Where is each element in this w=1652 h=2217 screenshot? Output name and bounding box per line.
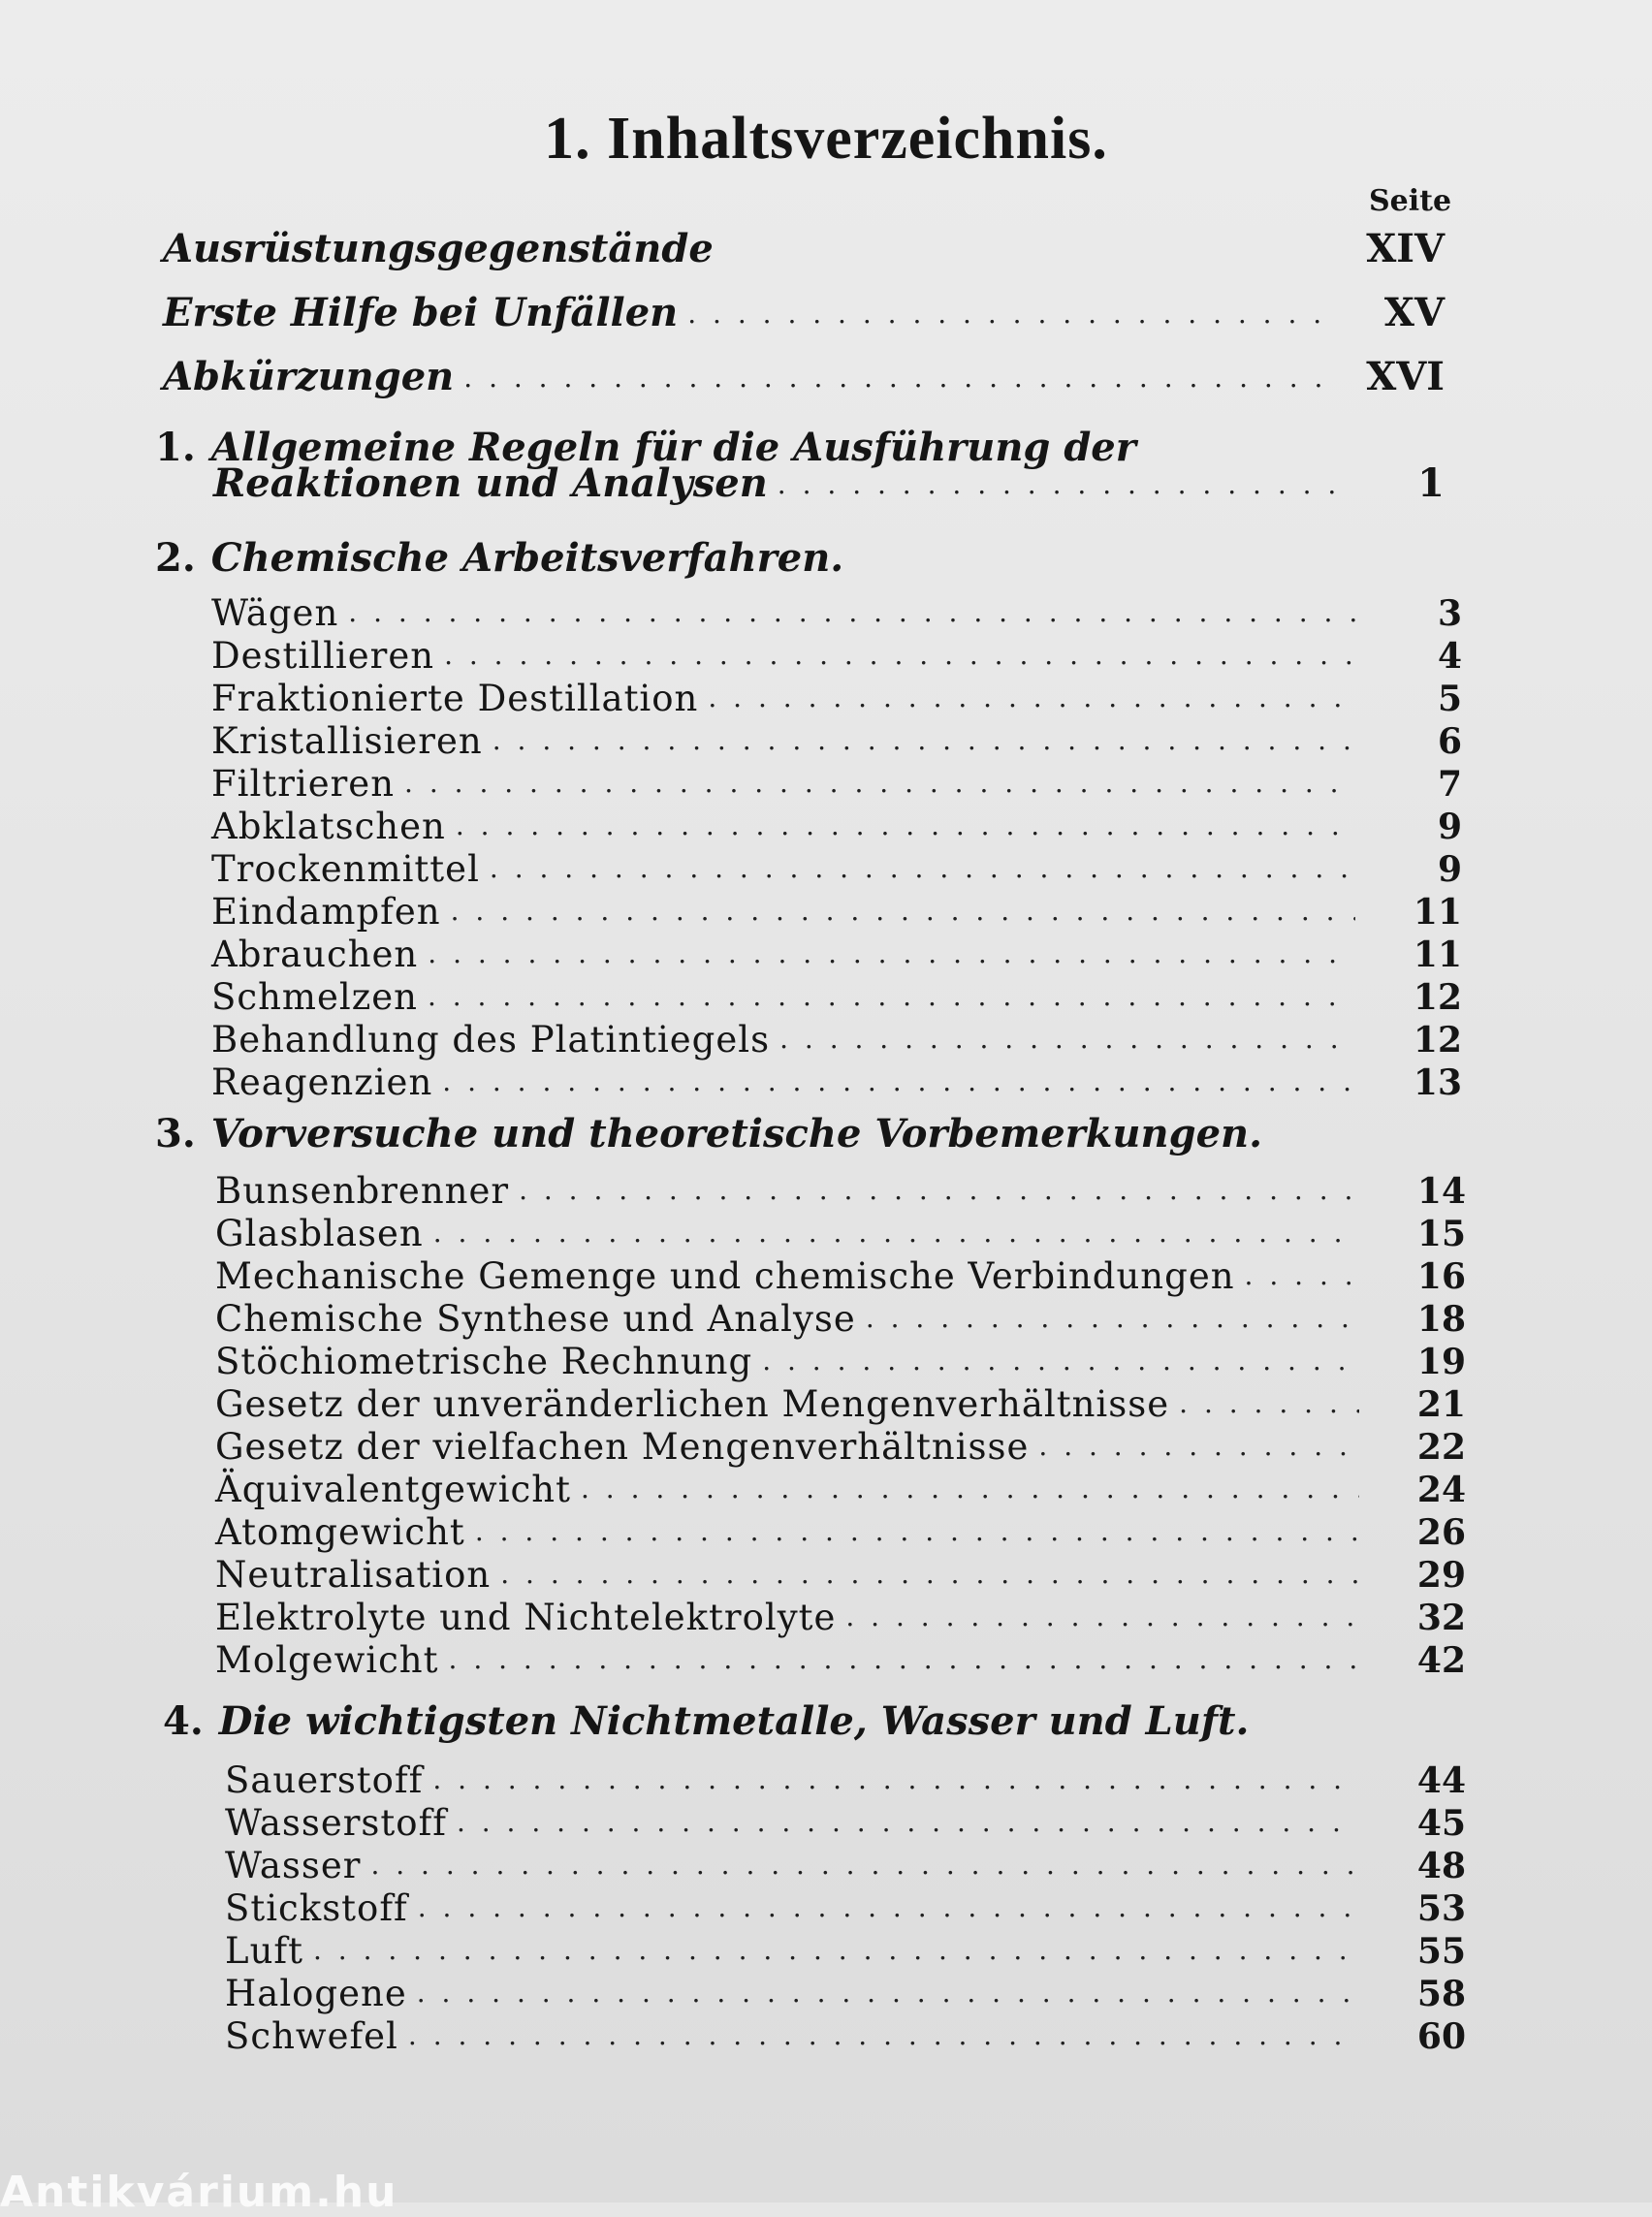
toc-entry xyxy=(225,1929,1466,1972)
toc-entry xyxy=(215,1340,1466,1382)
toc-entry-page: 14 xyxy=(1416,1171,1466,1212)
toc-entry xyxy=(225,1801,1466,1844)
leader-dots xyxy=(348,599,1355,626)
leader-dots xyxy=(708,684,1355,712)
toc-entry xyxy=(215,1638,1466,1681)
toc-entry-label: Schmelzen xyxy=(211,976,418,1018)
leader-dots xyxy=(433,1219,1359,1247)
section-3-heading xyxy=(155,1111,1262,1156)
toc-entry xyxy=(215,1212,1466,1254)
toc-entry xyxy=(215,1254,1466,1297)
leader-dots xyxy=(490,855,1355,882)
toc-entry xyxy=(225,2014,1466,2057)
toc-entry-label: Wasserstoff xyxy=(225,1802,447,1844)
toc-entry-label: Atomgewicht xyxy=(215,1511,465,1553)
toc-entry xyxy=(211,805,1462,847)
section-title: Allgemeine Regeln für die Ausführung der xyxy=(210,425,1136,470)
toc-entry xyxy=(211,975,1462,1018)
toc-entry-page: 3 xyxy=(1437,593,1462,634)
toc-entry-label: Trockenmittel xyxy=(211,848,480,890)
toc-entry xyxy=(163,226,1445,271)
toc-entry xyxy=(211,762,1462,805)
toc-entry-page: 42 xyxy=(1416,1640,1466,1681)
toc-entry xyxy=(211,634,1462,677)
toc-entry-label: Neutralisation xyxy=(215,1554,492,1596)
toc-entry-label: Filtrieren xyxy=(211,763,396,805)
toc-entry-label: Glasblasen xyxy=(215,1213,424,1254)
leader-dots xyxy=(581,1475,1359,1503)
leader-dots xyxy=(845,1603,1359,1631)
leader-dots xyxy=(1179,1390,1359,1417)
leader-dots xyxy=(428,940,1355,967)
toc-entry-page: 55 xyxy=(1416,1931,1466,1972)
toc-entry xyxy=(215,1297,1466,1340)
leader-dots xyxy=(492,727,1355,754)
toc-entry xyxy=(213,460,1445,506)
toc-entry-page: 60 xyxy=(1416,2016,1466,2057)
toc-entry-label: Chemische Synthese und Analyse xyxy=(215,1298,856,1340)
leader-dots xyxy=(451,898,1355,925)
leader-dots xyxy=(432,1766,1359,1793)
leader-dots xyxy=(442,1068,1355,1095)
toc-entry-label: Stickstoff xyxy=(225,1887,408,1929)
toc-entry xyxy=(211,677,1462,719)
leader-dots xyxy=(313,1937,1359,1964)
leader-dots xyxy=(762,1347,1359,1375)
toc-entry-page: 15 xyxy=(1416,1214,1466,1254)
toc-entry xyxy=(215,1553,1466,1596)
section-number: 3. xyxy=(155,1111,196,1156)
toc-entry-page: 5 xyxy=(1437,679,1462,719)
leader-dots xyxy=(428,983,1355,1010)
leader-dots xyxy=(449,1646,1359,1673)
toc-entry-page: 53 xyxy=(1416,1888,1466,1929)
toc-entry-page: 44 xyxy=(1416,1760,1466,1801)
toc-entry-page: XV xyxy=(1383,290,1445,335)
toc-entry-page: XVI xyxy=(1366,354,1445,399)
leader-dots xyxy=(500,1561,1359,1588)
toc-entry-label: Wasser xyxy=(225,1845,362,1886)
toc-entry xyxy=(211,847,1462,890)
toc-entry-label: Wägen xyxy=(211,592,339,634)
toc-entry xyxy=(215,1468,1466,1510)
leader-dots xyxy=(457,1809,1359,1836)
page-title: 1. Inhaltsverzeichnis. xyxy=(544,106,1108,172)
toc-entry-page: 7 xyxy=(1437,764,1462,805)
toc-entry-page: 58 xyxy=(1416,1974,1466,2014)
toc-entry-page: 1 xyxy=(1417,460,1445,506)
toc-entry-page: XIV xyxy=(1366,226,1445,271)
toc-entry-label: Reaktionen und Analysen xyxy=(213,460,768,506)
toc-entry-label: Gesetz der unveränderlichen Mengenverhältnisse xyxy=(215,1383,1170,1425)
toc-entry-label: Schwefel xyxy=(225,2015,398,2057)
toc-entry-page: 29 xyxy=(1416,1555,1466,1596)
leader-dots xyxy=(519,1177,1359,1204)
toc-entry-page: 12 xyxy=(1413,1020,1462,1061)
leader-dots xyxy=(444,642,1355,669)
toc-entry-label: Behandlung des Platintiegels xyxy=(211,1019,771,1061)
toc-entry-label: Mechanische Gemenge und chemische Verbindungen xyxy=(215,1255,1235,1297)
leader-dots xyxy=(687,301,1338,328)
leader-dots xyxy=(778,471,1338,498)
toc-entry-page: 13 xyxy=(1413,1062,1462,1103)
leader-dots xyxy=(404,770,1355,797)
toc-entry xyxy=(211,933,1462,975)
toc-entry-label: Ausrüstungsgegenstände xyxy=(163,226,714,271)
toc-entry-label: Halogene xyxy=(225,1973,407,2014)
toc-entry xyxy=(215,1169,1466,1212)
toc-entry-page: 18 xyxy=(1416,1299,1466,1340)
toc-entry-page: 4 xyxy=(1437,636,1462,677)
toc-entry xyxy=(215,1382,1466,1425)
toc-entry-page: 11 xyxy=(1413,892,1462,933)
toc-entry xyxy=(225,1758,1466,1801)
section-number: 1. xyxy=(155,425,196,470)
toc-entry-label: Stöchiometrische Rechnung xyxy=(215,1341,753,1382)
toc-entry xyxy=(211,1061,1462,1103)
watermark: Antikvárium.hu xyxy=(0,2168,398,2217)
toc-entry-page: 32 xyxy=(1416,1598,1466,1638)
leader-dots xyxy=(1038,1433,1359,1460)
toc-entry-page: 24 xyxy=(1416,1470,1466,1510)
toc-entry xyxy=(211,591,1462,634)
toc-entry-label: Äquivalentgewicht xyxy=(215,1469,571,1510)
toc-entry-label: Abrauchen xyxy=(211,934,419,975)
toc-entry xyxy=(211,1018,1462,1061)
toc-entry xyxy=(225,1972,1466,2014)
leader-dots xyxy=(408,2022,1359,2049)
toc-entry-page: 48 xyxy=(1416,1846,1466,1886)
toc-entry-page: 6 xyxy=(1437,721,1462,762)
toc-entry-page: 9 xyxy=(1437,807,1462,847)
toc-entry-label: Gesetz der vielfachen Mengenverhältnisse xyxy=(215,1426,1030,1468)
toc-entry xyxy=(225,1886,1466,1929)
toc-entry-page: 45 xyxy=(1416,1803,1466,1844)
toc-entry-label: Abklatschen xyxy=(211,806,446,847)
toc-entry-label: Abkürzungen xyxy=(163,354,455,399)
leader-dots xyxy=(456,812,1355,839)
toc-entry xyxy=(163,354,1445,399)
toc-entry xyxy=(215,1425,1466,1468)
toc-entry-label: Reagenzien xyxy=(211,1061,433,1103)
toc-entry-page: 9 xyxy=(1437,849,1462,890)
leader-dots xyxy=(866,1305,1359,1332)
leader-dots xyxy=(475,1518,1359,1545)
toc-entry-page: 11 xyxy=(1413,934,1462,975)
page-column-header: Seite xyxy=(1369,184,1452,218)
section-title: Vorversuche und theoretische Vorbemerkungen. xyxy=(210,1111,1263,1156)
toc-entry-page: 26 xyxy=(1416,1512,1466,1553)
toc-entry-page: 22 xyxy=(1416,1427,1466,1468)
toc-entry-label: Eindampfen xyxy=(211,891,441,933)
toc-entry-label: Bunsenbrenner xyxy=(215,1170,510,1212)
toc-entry-label: Elektrolyte und Nichtelektrolyte xyxy=(215,1597,837,1638)
toc-entry-label: Fraktionierte Destillation xyxy=(211,678,699,719)
toc-entry xyxy=(215,1596,1466,1638)
toc-entry-page: 12 xyxy=(1413,977,1462,1018)
toc-entry xyxy=(225,1844,1466,1886)
toc-entry xyxy=(211,890,1462,933)
toc-entry-label: Molgewicht xyxy=(215,1639,439,1681)
toc-entry-page: 21 xyxy=(1416,1384,1466,1425)
section-2-heading xyxy=(155,535,843,581)
section-title: Die wichtigsten Nichtmetalle, Wasser und Luft. xyxy=(218,1698,1250,1744)
section-title: Chemische Arbeitsverfahren. xyxy=(210,535,844,581)
toc-entry-label: Erste Hilfe bei Unfällen xyxy=(163,290,679,335)
toc-entry xyxy=(163,290,1445,335)
toc-entry-label: Destillieren xyxy=(211,635,435,677)
toc-entry-label: Sauerstoff xyxy=(225,1759,424,1801)
section-4-heading xyxy=(163,1698,1249,1744)
leader-dots xyxy=(1245,1262,1359,1289)
leader-dots xyxy=(779,1026,1355,1053)
leader-dots xyxy=(417,1979,1359,2007)
toc-entry-page: 19 xyxy=(1416,1342,1466,1382)
toc-entry xyxy=(211,719,1462,762)
toc-entry-label: Luft xyxy=(225,1930,303,1972)
toc-entry-page: 16 xyxy=(1416,1256,1466,1297)
toc-entry xyxy=(215,1510,1466,1553)
leader-dots xyxy=(370,1852,1359,1879)
section-number: 4. xyxy=(163,1698,204,1744)
section-number: 2. xyxy=(155,535,196,581)
leader-dots xyxy=(463,364,1338,392)
leader-dots xyxy=(418,1894,1359,1921)
toc-entry-label: Kristallisieren xyxy=(211,720,483,762)
